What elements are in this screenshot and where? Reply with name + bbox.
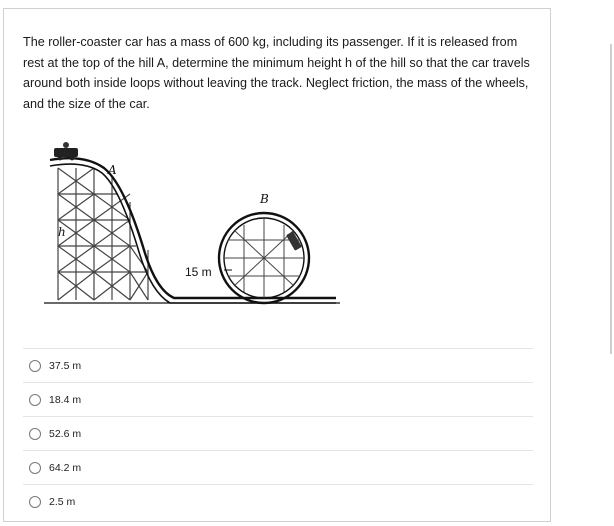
radio-button[interactable] — [29, 462, 41, 474]
radio-button[interactable] — [29, 360, 41, 372]
hill-trestle — [58, 168, 148, 300]
scrollbar[interactable] — [606, 0, 614, 526]
option-4[interactable] — [23, 450, 533, 484]
radio-button[interactable] — [29, 496, 41, 508]
option-2[interactable] — [23, 382, 533, 416]
radio-button[interactable] — [29, 428, 41, 440]
label-radius: 15 m — [185, 265, 212, 279]
label-b: B — [260, 192, 269, 206]
label-h: h — [58, 225, 66, 239]
question-text: The roller-coaster car has a mass of 600 kg, including its passenger. If it is released from rest at the top of the hill A, determine the minimum height h of the hill so that the car travels around both inside loops without leaving the track. Neglect friction, the mass of the wheels, and the size of the car. — [23, 35, 530, 111]
option-label: 52.6 m — [49, 427, 82, 440]
option-3[interactable] — [23, 416, 533, 450]
roller-coaster-figure — [44, 140, 340, 308]
label-a: A — [108, 163, 117, 177]
radio-button[interactable] — [29, 394, 41, 406]
scrollbar-track[interactable] — [610, 44, 612, 354]
option-5[interactable] — [23, 484, 533, 518]
option-1[interactable] — [23, 348, 533, 382]
answer-options — [23, 348, 533, 518]
option-label: 2.5 m — [49, 495, 76, 508]
option-label: 18.4 m — [49, 393, 82, 406]
option-label: 37.5 m — [49, 359, 82, 372]
option-label: 64.2 m — [49, 461, 82, 474]
loop-b — [219, 213, 309, 303]
